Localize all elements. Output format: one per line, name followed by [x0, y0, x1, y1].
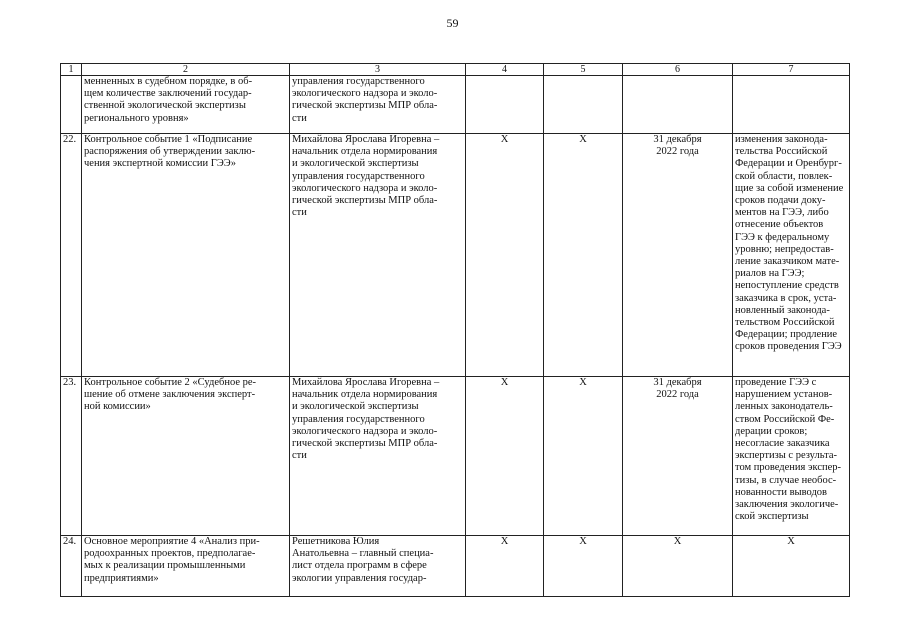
text-line: гической экспертизы МПР обла-: [292, 100, 438, 112]
text-line: новленный законода-: [735, 304, 830, 316]
text-line: непоступление средств: [735, 280, 839, 292]
text-line: заключения экологиче-: [735, 499, 839, 511]
text-line: управления государственного: [292, 413, 425, 425]
text-line: предприятиями»: [84, 572, 159, 584]
table-row: [61, 134, 850, 377]
text-line: проведение ГЭЭ с: [735, 377, 817, 388]
column-header: 4: [466, 64, 544, 76]
text-line: нованности выводов: [735, 486, 827, 498]
text-line: 31 декабря: [653, 134, 702, 145]
text-line: ментов на ГЭЭ, либо: [735, 207, 829, 219]
text-line: том проведения экспер-: [735, 462, 842, 474]
text-line: экологического надзора и эколо-: [292, 182, 438, 194]
text-line: чения экспертной комиссии ГЭЭ»: [84, 158, 236, 170]
deadline-cell: [623, 76, 733, 134]
text-line: Решетникова Юлия: [292, 536, 380, 547]
column-header: 6: [623, 64, 733, 76]
text-line: уровню; непредостав-: [735, 243, 834, 255]
text-line: Федерации; продление: [735, 329, 838, 341]
text-line: экологического надзора и эколо-: [292, 425, 438, 437]
text-line: 31 декабря: [653, 377, 702, 388]
table-row: [61, 76, 850, 134]
text-line: экологического надзора и эколо-: [292, 88, 438, 100]
text-line: начальник отдела нормирования: [292, 389, 438, 401]
table-row: [61, 377, 850, 536]
text-line: сти: [292, 207, 307, 219]
text-line: Контрольное событие 1 «Подписание: [84, 134, 253, 145]
risk-cell: [733, 134, 850, 377]
col4-cell: X: [466, 377, 544, 536]
text-line: ственной экологической экспертизы: [84, 100, 246, 112]
text-line: сроков подачи доку-: [735, 195, 826, 207]
table-row: [61, 536, 850, 597]
column-header: 7: [733, 64, 850, 76]
text-line: несогласие заказчика: [735, 438, 830, 450]
text-line: дерации сроков;: [735, 425, 808, 437]
row-number-cell: 22.: [61, 134, 82, 377]
plan-table: [60, 63, 850, 597]
text-line: заказчика в срок, уста-: [735, 292, 837, 304]
text-line: 2022 года: [656, 389, 699, 401]
text-line: управления государственного: [292, 170, 425, 182]
text-line: тизы, в случае необос-: [735, 474, 837, 486]
text-line: Контрольное событие 2 «Судебное ре-: [84, 377, 257, 388]
column-header: 1: [61, 64, 82, 76]
text-line: щем количестве заключений государ-: [84, 88, 252, 100]
row-number-cell: 24.: [61, 536, 82, 597]
col4-cell: [466, 76, 544, 134]
text-line: менненных в судебном порядке, в об-: [84, 76, 253, 87]
col5-cell: X: [544, 377, 623, 536]
text-line: Михайлова Ярослава Игоревна –: [292, 134, 440, 145]
event-cell: [82, 536, 290, 597]
text-line: сти: [292, 450, 307, 462]
responsible-cell: [290, 377, 466, 536]
responsible-cell: [290, 536, 466, 597]
responsible-cell: [290, 134, 466, 377]
text-line: ГЭЭ к федеральному: [735, 231, 830, 243]
text-line: нарушением установ-: [735, 389, 833, 401]
column-header: 2: [82, 64, 290, 76]
text-line: ленных законодатель-: [735, 401, 833, 413]
text-line: шение об отмене заключения эксперт-: [84, 389, 256, 401]
risk-cell: [733, 536, 850, 597]
row-number-cell: [61, 76, 82, 134]
text-line: мых к реализации промышленными: [84, 560, 246, 572]
event-cell: [82, 134, 290, 377]
text-line: распоряжения об утверждении заклю-: [84, 146, 256, 158]
text-line: 2022 года: [656, 146, 699, 158]
deadline-cell: [623, 377, 733, 536]
event-cell: [82, 76, 290, 134]
column-header: 5: [544, 64, 623, 76]
text-line: X: [673, 536, 682, 547]
text-line: лист отдела программ в сфере: [292, 560, 427, 572]
text-line: ление заказчиком мате-: [735, 256, 840, 268]
text-line: и экологической экспертизы: [292, 401, 419, 413]
text-line: ством Российской Фе-: [735, 413, 835, 425]
col5-cell: X: [544, 134, 623, 377]
col5-cell: [544, 76, 623, 134]
header-row: [61, 64, 850, 76]
text-line: Михайлова Ярослава Игоревна –: [292, 377, 440, 388]
text-line: ной комиссии»: [84, 401, 151, 413]
col4-cell: X: [466, 536, 544, 597]
text-line: X: [787, 536, 795, 547]
text-line: Основное мероприятие 4 «Анализ при-: [84, 536, 260, 547]
text-line: регионального уровня»: [84, 112, 189, 124]
text-line: ской экспертизы: [735, 511, 809, 523]
text-line: тельства Российской: [735, 146, 828, 158]
text-line: начальник отдела нормирования: [292, 146, 438, 158]
event-cell: [82, 377, 290, 536]
risk-cell: [733, 76, 850, 134]
text-line: сти: [292, 112, 307, 124]
page-number: 59: [446, 16, 459, 30]
text-line: тельством Российской: [735, 317, 835, 329]
column-header: 3: [290, 64, 466, 76]
text-line: отнесение объектов: [735, 219, 824, 231]
risk-cell: [733, 377, 850, 536]
deadline-cell: [623, 134, 733, 377]
text-line: сроков проведения ГЭЭ: [735, 341, 842, 353]
text-line: экспертизы с результа-: [735, 450, 837, 462]
text-line: родоохранных проектов, предполагае-: [84, 548, 256, 560]
col5-cell: X: [544, 536, 623, 597]
responsible-cell: [290, 76, 466, 134]
text-line: управления государственного: [292, 76, 425, 87]
row-number-cell: 23.: [61, 377, 82, 536]
text-line: риалов на ГЭЭ;: [735, 268, 805, 280]
col4-cell: X: [466, 134, 544, 377]
text-line: Анатольевна – главный специа-: [292, 548, 434, 560]
text-line: гической экспертизы МПР обла-: [292, 195, 438, 207]
text-line: Федерации и Оренбург-: [735, 158, 842, 170]
deadline-cell: [623, 536, 733, 597]
text-line: гической экспертизы МПР обла-: [292, 438, 438, 450]
text-line: ской области, повлек-: [735, 170, 833, 182]
text-line: щие за собой изменение: [735, 182, 844, 194]
text-line: изменения законода-: [735, 134, 828, 145]
text-line: и экологической экспертизы: [292, 158, 419, 170]
text-line: экологии управления государ-: [292, 572, 427, 584]
